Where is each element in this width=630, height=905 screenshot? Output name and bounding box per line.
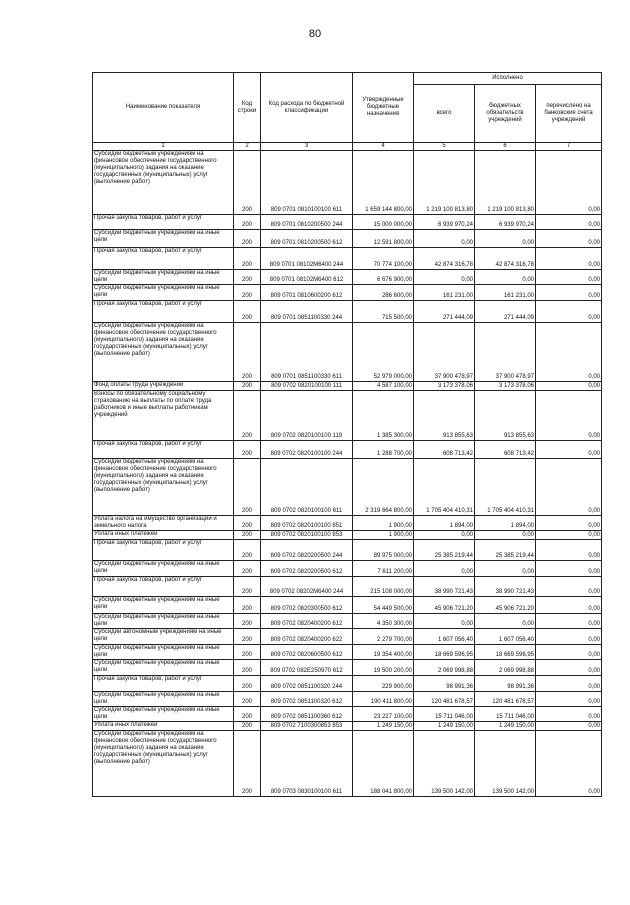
table-row (93, 676, 602, 692)
table-cell-total: 271 444,09 (414, 301, 475, 323)
table-cell-classification: 809 0702 0820100100 851 (261, 516, 353, 531)
table-cell-obligations: 0,00 (475, 270, 536, 285)
table-cell-code: 200 (234, 540, 261, 561)
table-cell-transferred: 0,00 (536, 151, 602, 215)
table-cell-transferred: 0,00 (536, 285, 602, 301)
table-cell-classification: 809 0702 0851100320 244 (261, 676, 353, 692)
header-name: Наименование показателя (93, 73, 234, 143)
table-cell-classification: 809 0701 0851100330 611 (261, 323, 353, 382)
table-cell-transferred: 0,00 (536, 597, 602, 614)
table-cell-name: Взносы по обязательному социальному страхованию на выплаты по оплате труда работников и иные выплаты работникам учреждений (93, 391, 234, 441)
table-cell-name: Субсидии бюджетным учреждениям на иные цели (93, 660, 234, 676)
table-cell-classification: 809 0701 0851100330 244 (261, 301, 353, 323)
table-cell-approved: 1 900,00 (353, 516, 414, 531)
table-cell-obligations: 120 481 678,57 (475, 692, 536, 707)
table-cell-code: 200 (234, 459, 261, 516)
table-cell-code: 200 (234, 692, 261, 707)
table-cell-classification: 809 0702 0820100100 244 (261, 441, 353, 459)
table-cell-transferred: 0,00 (536, 248, 602, 270)
table-cell-name: Прочая закупка товаров, работ и услуг (93, 301, 234, 323)
table-cell-approved: 19 354 400,00 (353, 645, 414, 660)
column-number: 1 (93, 143, 234, 151)
table-cell-code: 200 (234, 707, 261, 722)
table-row (93, 391, 602, 441)
table-row (93, 540, 602, 561)
header-total: всего (414, 85, 475, 143)
table-cell-name: Фонд оплаты труда учреждений (93, 382, 234, 391)
table-row (93, 270, 602, 285)
table-cell-name: Субсидии бюджетным учреждениям на иные цели (93, 707, 234, 722)
table-cell-transferred: 0,00 (536, 301, 602, 323)
header-approved: Утвержденные бюджетные назначения (353, 73, 414, 143)
table-cell-name: Прочая закупка товаров, работ и услуг (93, 248, 234, 270)
table-cell-total: 0,00 (414, 230, 475, 248)
table-cell-name: Субсидии бюджетным учреждениям на финансовое обеспечение государственного (муниципального) задания на оказание государственных (муниципальных) услуг (выполнение работ) (93, 731, 234, 797)
table-cell-approved: 6 676 900,00 (353, 270, 414, 285)
table-cell-total: 0,00 (414, 531, 475, 540)
table-row (93, 215, 602, 230)
table-cell-name: Уплата налога на имущество организаций и земельного налога (93, 516, 234, 531)
table-row (93, 597, 602, 614)
table-cell-code: 200 (234, 323, 261, 382)
table-cell-transferred: 0,00 (536, 531, 602, 540)
table-cell-obligations: 1 219 100 813,80 (475, 151, 536, 215)
table-cell-transferred: 0,00 (536, 645, 602, 660)
table-cell-classification: 809 0702 0820100100 611 (261, 459, 353, 516)
table-row (93, 301, 602, 323)
table-row (93, 731, 602, 797)
table-row (93, 323, 602, 382)
table-cell-approved: 12 591 800,00 (353, 230, 414, 248)
table-cell-obligations: 139 500 142,00 (475, 731, 536, 797)
table-cell-classification: 809 0702 0820400200 622 (261, 629, 353, 645)
table-cell-transferred: 0,00 (536, 577, 602, 597)
header-executed: Исполнено (414, 73, 602, 85)
table-cell-approved: 1 288 700,00 (353, 441, 414, 459)
table-cell-approved: 2 319 664 800,00 (353, 459, 414, 516)
table-cell-name: Субсидии бюджетным учреждениям на иные цели (93, 270, 234, 285)
table-cell-transferred: 0,00 (536, 382, 602, 391)
table-cell-total: 18 669 596,95 (414, 645, 475, 660)
table-cell-code: 200 (234, 151, 261, 215)
table-cell-transferred: 0,00 (536, 660, 602, 676)
table-cell-obligations: 0,00 (475, 614, 536, 629)
table-cell-transferred: 0,00 (536, 722, 602, 731)
table-cell-total: 98 991,36 (414, 676, 475, 692)
table-cell-classification: 809 0701 08102M6400 612 (261, 270, 353, 285)
table-cell-classification: 809 0702 0820100100 853 (261, 531, 353, 540)
table-cell-classification: 809 0702 0820300500 612 (261, 597, 353, 614)
table-cell-total: 3 173 378,06 (414, 382, 475, 391)
table-cell-obligations: 913 855,63 (475, 391, 536, 441)
table-cell-obligations: 1 249 150,00 (475, 722, 536, 731)
table-cell-name: Субсидии бюджетным учреждениям на финансовое обеспечение государственного (муниципального) задания на оказание государственных (муниципальных) услуг (выполнение работ) (93, 459, 234, 516)
table-cell-transferred: 0,00 (536, 459, 602, 516)
table-cell-classification: 809 0702 0851100320 612 (261, 692, 353, 707)
table-cell-obligations: 0,00 (475, 531, 536, 540)
table-cell-code: 200 (234, 629, 261, 645)
table-cell-total: 1 705 404 410,31 (414, 459, 475, 516)
table-cell-name: Субсидии автономным учреждениям на иные цели (93, 629, 234, 645)
table-cell-obligations: 6 939 970,24 (475, 215, 536, 230)
table-row (93, 660, 602, 676)
table-cell-approved: 1 249 150,00 (353, 722, 414, 731)
table-cell-obligations: 38 990 721,43 (475, 577, 536, 597)
table-cell-transferred: 0,00 (536, 614, 602, 629)
table-cell-name: Субсидии бюджетным учреждениям на иные цели (93, 561, 234, 577)
column-number: 4 (353, 143, 414, 151)
table-cell-name: Субсидии бюджетным учреждениям на иные цели (93, 614, 234, 629)
table-cell-code: 200 (234, 285, 261, 301)
table-cell-name: Субсидии бюджетным учреждениям на иные цели (93, 230, 234, 248)
table-cell-approved: 70 774 100,00 (353, 248, 414, 270)
table-cell-classification: 809 0701 0810100100 611 (261, 151, 353, 215)
column-number: 3 (261, 143, 353, 151)
table-cell-total: 25 385 219,44 (414, 540, 475, 561)
table-cell-approved: 19 500 200,00 (353, 660, 414, 676)
table-cell-name: Прочая закупка товаров, работ и услуг (93, 577, 234, 597)
table-cell-name: Субсидии бюджетным учреждениям на финансовое обеспечение государственного (муниципального) задания на оказание государственных (муниципальных) услуг (выполнение работ) (93, 151, 234, 215)
table-cell-name: Прочая закупка товаров, работ и услуг (93, 215, 234, 230)
table-cell-classification: 809 0702 0820200500 612 (261, 561, 353, 577)
table-cell-code: 200 (234, 531, 261, 540)
table-cell-transferred: 0,00 (536, 561, 602, 577)
table-cell-classification: 809 0701 0810200500 244 (261, 215, 353, 230)
table-cell-obligations: 42 874 316,78 (475, 248, 536, 270)
table-cell-code: 200 (234, 676, 261, 692)
table-cell-transferred: 0,00 (536, 516, 602, 531)
table-cell-classification: 809 0702 082E250970 612 (261, 660, 353, 676)
table-row (93, 629, 602, 645)
table-cell-obligations: 25 385 219,44 (475, 540, 536, 561)
table-cell-classification: 809 0702 0851100360 612 (261, 707, 353, 722)
table-cell-total: 6 939 970,24 (414, 215, 475, 230)
table-cell-classification: 809 0702 7100300853 853 (261, 722, 353, 731)
header-transferred: перечислено на банковские счета учреждений (536, 85, 602, 143)
table-cell-transferred: 0,00 (536, 270, 602, 285)
table-cell-classification: 809 0702 0820400200 612 (261, 614, 353, 629)
table-cell-code: 200 (234, 597, 261, 614)
table-cell-approved: 89 975 000,00 (353, 540, 414, 561)
table-cell-name: Уплата иных платежей (93, 722, 234, 731)
table-body (93, 151, 602, 797)
table-cell-code: 200 (234, 660, 261, 676)
table-cell-classification: 809 0702 0820600500 612 (261, 645, 353, 660)
table-cell-approved: 4 350 300,00 (353, 614, 414, 629)
table-cell-obligations: 1 894,00 (475, 516, 536, 531)
table-cell-obligations: 37 900 478,97 (475, 323, 536, 382)
table-cell-code: 200 (234, 645, 261, 660)
table-cell-obligations: 608 713,42 (475, 441, 536, 459)
table-cell-name: Субсидии бюджетным учреждениям на иные цели (93, 597, 234, 614)
table-cell-total: 0,00 (414, 614, 475, 629)
column-number: 2 (234, 143, 261, 151)
column-number: 5 (414, 143, 475, 151)
table-cell-total: 913 855,63 (414, 391, 475, 441)
table-cell-obligations: 161 231,00 (475, 285, 536, 301)
table-cell-transferred: 0,00 (536, 707, 602, 722)
table-cell-code: 200 (234, 731, 261, 797)
table-cell-code: 200 (234, 441, 261, 459)
table-cell-obligations: 2 069 998,88 (475, 660, 536, 676)
table-cell-total: 38 990 721,43 (414, 577, 475, 597)
table-cell-code: 200 (234, 722, 261, 731)
table-cell-obligations: 0,00 (475, 230, 536, 248)
table-row (93, 516, 602, 531)
table-cell-classification: 809 0702 0820100100 111 (261, 382, 353, 391)
table-cell-approved: 1 900,00 (353, 531, 414, 540)
table-cell-approved: 7 611 200,00 (353, 561, 414, 577)
table-cell-total: 15 711 046,00 (414, 707, 475, 722)
header-classification: Код расхода по бюджетной классификации (261, 73, 353, 143)
table-cell-obligations: 3 173 378,06 (475, 382, 536, 391)
table-cell-classification: 809 0701 0810600200 612 (261, 285, 353, 301)
table-cell-approved: 1 385 300,00 (353, 391, 414, 441)
table-cell-obligations: 271 444,09 (475, 301, 536, 323)
table-cell-total: 1 219 100 813,80 (414, 151, 475, 215)
table-cell-obligations: 15 711 046,00 (475, 707, 536, 722)
column-number: 7 (536, 143, 602, 151)
table-cell-total: 0,00 (414, 561, 475, 577)
table-cell-code: 200 (234, 577, 261, 597)
table-cell-name: Уплата иных платежей (93, 531, 234, 540)
table-cell-obligations: 45 906 721,20 (475, 597, 536, 614)
budget-execution-table (92, 72, 602, 797)
table-row (93, 151, 602, 215)
column-number: 6 (475, 143, 536, 151)
table-row (93, 707, 602, 722)
table-cell-total: 161 231,00 (414, 285, 475, 301)
table-row (93, 285, 602, 301)
table-cell-approved: 52 979 000,00 (353, 323, 414, 382)
table-row (93, 531, 602, 540)
table-row (93, 722, 602, 731)
table-row (93, 645, 602, 660)
header-code: Код строки (234, 73, 261, 143)
table-cell-obligations: 18 669 596,95 (475, 645, 536, 660)
table-cell-approved: 715 500,00 (353, 301, 414, 323)
table-cell-total: 2 069 998,88 (414, 660, 475, 676)
table-cell-transferred: 0,00 (536, 230, 602, 248)
table-row (93, 561, 602, 577)
table-row (93, 441, 602, 459)
table-cell-transferred: 0,00 (536, 441, 602, 459)
table-cell-transferred: 0,00 (536, 676, 602, 692)
table-cell-code: 200 (234, 614, 261, 629)
table-cell-classification: 809 0701 08102M6400 244 (261, 248, 353, 270)
table-cell-approved: 190 411 800,00 (353, 692, 414, 707)
table-cell-approved: 188 041 800,00 (353, 731, 414, 797)
table-cell-transferred: 0,00 (536, 629, 602, 645)
table-row (93, 614, 602, 629)
table-cell-approved: 54 449 500,00 (353, 597, 414, 614)
table-cell-approved: 2 279 700,00 (353, 629, 414, 645)
table-cell-code: 200 (234, 516, 261, 531)
table-cell-code: 200 (234, 301, 261, 323)
table-cell-total: 0,00 (414, 270, 475, 285)
table-cell-code: 200 (234, 270, 261, 285)
table-cell-transferred: 0,00 (536, 692, 602, 707)
table-cell-name: Субсидии бюджетным учреждениям на финансовое обеспечение государственного (муниципального) задания на оказание государственных (муниципальных) услуг (выполнение работ) (93, 323, 234, 382)
table-cell-classification: 809 0702 0820100100 119 (261, 391, 353, 441)
table-cell-code: 200 (234, 382, 261, 391)
table-cell-code: 200 (234, 215, 261, 230)
table-cell-total: 37 900 478,97 (414, 323, 475, 382)
table-cell-obligations: 1 607 056,40 (475, 629, 536, 645)
table-cell-approved: 23 227 100,00 (353, 707, 414, 722)
table-cell-obligations: 1 705 404 410,31 (475, 459, 536, 516)
table-cell-total: 1 249 150,00 (414, 722, 475, 731)
table-row (93, 382, 602, 391)
table-cell-approved: 4 587 100,00 (353, 382, 414, 391)
table-cell-classification: 809 0703 0830100100 611 (261, 731, 353, 797)
table-cell-total: 1 894,00 (414, 516, 475, 531)
table-cell-transferred: 0,00 (536, 540, 602, 561)
table-cell-name: Субсидии бюджетным учреждениям на иные цели (93, 285, 234, 301)
table-cell-code: 200 (234, 561, 261, 577)
table-cell-total: 42 874 316,78 (414, 248, 475, 270)
table-cell-approved: 1 659 144 800,00 (353, 151, 414, 215)
table-cell-obligations: 98 991,36 (475, 676, 536, 692)
table-cell-name: Субсидии бюджетным учреждениям на иные цели (93, 645, 234, 660)
table-row (93, 577, 602, 597)
table-cell-total: 139 500 142,00 (414, 731, 475, 797)
table-cell-transferred: 0,00 (536, 391, 602, 441)
table-cell-classification: 809 0702 0820200500 244 (261, 540, 353, 561)
table-row (93, 459, 602, 516)
table-cell-total: 120 481 678,57 (414, 692, 475, 707)
page-number: 80 (308, 28, 322, 40)
table-cell-transferred: 0,00 (536, 215, 602, 230)
table-cell-total: 45 906 721,20 (414, 597, 475, 614)
table-row (93, 248, 602, 270)
table-cell-approved: 229 900,00 (353, 676, 414, 692)
header-obligations: бюджетных обязательств учреждений (475, 85, 536, 143)
column-number-row (93, 143, 602, 151)
table-cell-code: 200 (234, 230, 261, 248)
table-cell-total: 1 607 056,40 (414, 629, 475, 645)
table-cell-name: Прочая закупка товаров, работ и услуг (93, 441, 234, 459)
table-cell-code: 200 (234, 391, 261, 441)
table-cell-name: Прочая закупка товаров, работ и услуг (93, 540, 234, 561)
table-cell-classification: 809 0701 0810200500 612 (261, 230, 353, 248)
table-cell-code: 200 (234, 248, 261, 270)
table-cell-transferred: 0,00 (536, 731, 602, 797)
table-cell-name: Прочая закупка товаров, работ и услуг (93, 676, 234, 692)
table-row (93, 230, 602, 248)
table-cell-approved: 15 000 000,00 (353, 215, 414, 230)
table-cell-approved: 215 108 000,00 (353, 577, 414, 597)
table-cell-classification: 809 0702 08202M6400 244 (261, 577, 353, 597)
table-cell-name: Субсидии бюджетным учреждениям на иные цели (93, 692, 234, 707)
table-cell-obligations: 0,00 (475, 561, 536, 577)
table-row (93, 692, 602, 707)
table-cell-total: 608 713,42 (414, 441, 475, 459)
table-cell-approved: 286 600,00 (353, 285, 414, 301)
table-cell-transferred: 0,00 (536, 323, 602, 382)
